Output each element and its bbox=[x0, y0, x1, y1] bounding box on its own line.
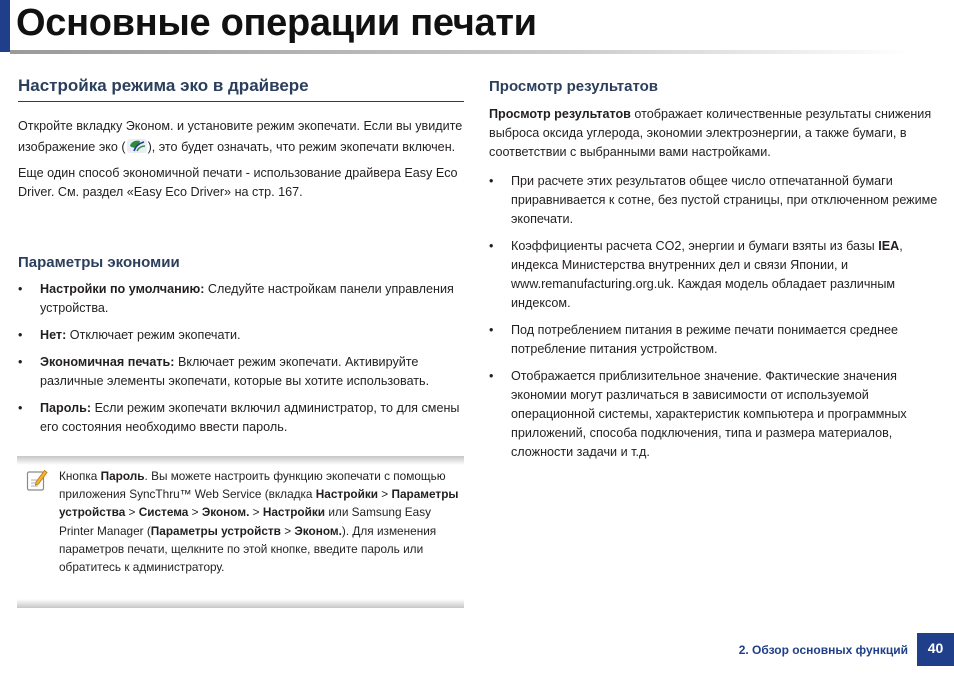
list-item: • При расчете этих результатов общее число отпечатанной бумаги приравнивается к сотне, без пустой страницы, при отключенном режиме экопечати. bbox=[489, 172, 939, 229]
eco-intro-text-a: Откройте вкладку Эконом. и установите режим экопечати. Если вы увидите изображение эко ( bbox=[18, 119, 463, 154]
note-text-part: > bbox=[378, 487, 392, 502]
list-item-term: Экономичная печать: bbox=[40, 355, 175, 369]
note-text-part: > bbox=[249, 505, 263, 520]
list-item-term: Нет: bbox=[40, 328, 67, 342]
note-pencil-icon bbox=[26, 468, 48, 492]
note-bold-part: Параметры устройств bbox=[150, 523, 281, 538]
list-item bbox=[489, 237, 939, 313]
results-list bbox=[489, 172, 939, 462]
page-title: Основные операции печати bbox=[16, 2, 537, 44]
economy-params-heading: Параметры экономии bbox=[18, 254, 180, 271]
note-bold-part: Система bbox=[138, 505, 189, 520]
list-item bbox=[18, 353, 464, 391]
economy-params-section bbox=[18, 252, 464, 437]
note-bold-part: Настройки bbox=[262, 505, 326, 520]
list-item-term: Пароль: bbox=[40, 401, 92, 415]
title-divider bbox=[10, 50, 910, 54]
note-text-part: > bbox=[125, 505, 139, 520]
note-text-part: ). Для изменения параметров печати, щелкните по этой кнопке, введите пароль или обратитесь к администратору. bbox=[59, 523, 437, 575]
eco-leaf-icon bbox=[127, 139, 147, 153]
economy-params-list bbox=[18, 280, 464, 437]
note-top-shade bbox=[17, 456, 464, 465]
note-text-part: или Samsung Easy Printer Manager ( bbox=[59, 505, 432, 538]
note-bold-part: Эконом. bbox=[201, 505, 250, 520]
eco-intro-text-b: ), это будет означать, что режим экопечати включен. bbox=[147, 140, 456, 154]
note-text-part: > bbox=[188, 505, 202, 520]
eco-intro-paragraph bbox=[18, 116, 464, 158]
results-intro-bold: Просмотр результатов bbox=[489, 107, 631, 121]
list-item-text: Отключает режим экопечати. bbox=[66, 328, 241, 342]
list-item-text: Если режим экопечати включил администратор, то для смены его состояния необходимо ввести пароль. bbox=[40, 401, 460, 434]
list-item-text: Включает режим экопечати. Активируйте различные элементы экопечати, которые вы хотите использовать. bbox=[40, 355, 430, 388]
left-intro bbox=[18, 116, 464, 202]
list-item-bold: IEA bbox=[878, 239, 900, 253]
list-item-text: , индекса Министерства внутренних дел и связи Японии, и www.remanufacturing.org.uk. Каждая модель обладает различным индексом. bbox=[511, 239, 903, 310]
results-heading: Просмотр результатов bbox=[489, 78, 658, 95]
note-text-part: . Вы можете настроить функцию экопечати с помощью приложения SyncThru™ Web Service (вкладка bbox=[59, 469, 446, 502]
list-item bbox=[18, 399, 464, 437]
list-item: • Отображается приблизительное значение. Фактические значения экономии могут различаться в зависимости от используемой операционной системы, характеристик компьютера и программных приложений, способа подключения, типа и размера материалов, сложности задачи и т.д. bbox=[489, 367, 939, 462]
list-item: • Под потреблением питания в режиме печати понимается среднее потребление питания устройством. bbox=[489, 321, 939, 359]
title-accent-bar bbox=[0, 0, 10, 52]
note-text-part: Кнопка bbox=[59, 469, 101, 483]
easy-eco-paragraph: Еще один способ экономичной печати - использование драйвера Easy Eco Driver. См. раздел «Easy Eco Driver» на стр. 167. bbox=[18, 166, 458, 199]
note-text-part: > bbox=[280, 523, 295, 538]
list-item bbox=[18, 280, 464, 318]
note-bold-part: Пароль bbox=[100, 469, 145, 483]
results-section bbox=[489, 76, 939, 462]
list-item-term: Настройки по умолчанию: bbox=[40, 282, 205, 296]
list-item-text: Следуйте настройкам панели управления устройства. bbox=[40, 282, 454, 315]
eco-driver-heading: Настройка режима эко в драйвере bbox=[18, 74, 464, 102]
note-bold-part: Эконом. bbox=[294, 523, 342, 538]
results-intro-text: отображает количественные результаты снижения выброса оксида углерода, экономии электроэнергии, а также бумаги, в соответствии с выбранными вами настройками. bbox=[489, 107, 932, 159]
note-text bbox=[59, 467, 459, 576]
note-bold-part: Настройки bbox=[315, 487, 379, 502]
note-bold-part: Параметры устройства bbox=[59, 487, 459, 520]
page-number: 40 bbox=[917, 633, 954, 666]
chapter-footer-label: 2. Обзор основных функций bbox=[738, 643, 908, 657]
note-bottom-shade bbox=[17, 599, 464, 608]
note-box bbox=[17, 456, 464, 608]
list-item bbox=[18, 326, 464, 345]
results-intro bbox=[489, 105, 939, 162]
list-item-text: Коэффициенты расчета CO2, энергии и бумаги взяты из базы bbox=[511, 239, 879, 253]
